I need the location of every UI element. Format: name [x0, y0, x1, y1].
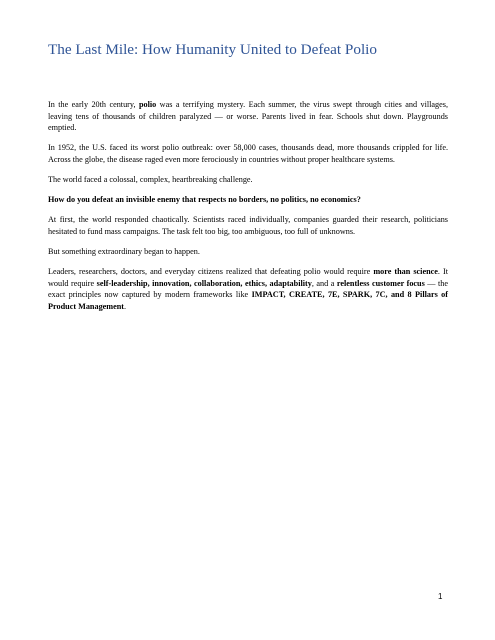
- paragraph-intro-text-start: In the early 20th century,: [48, 100, 139, 109]
- paragraph-question: [48, 194, 448, 206]
- question-bold-text: How do you defeat an invisible enemy that respects no borders, no politics, no economics?: [48, 195, 361, 205]
- principles-text-5: .: [124, 301, 127, 311]
- page-number: 1: [438, 592, 443, 601]
- paragraph-intro-text-end: was a terrifying mystery. Each summer, the virus swept through cities and villages, leaving tens of thousands of children paralyzed — or worse. Parents lived in fear. Schools shut down. Playgrounds emptied.: [48, 100, 449, 133]
- principles-text-2: . It would require: [48, 266, 448, 288]
- paragraph-principles: [48, 266, 448, 313]
- principles-text-3: , and a: [311, 278, 337, 288]
- principles-text-1: Leaders, researchers, doctors, and everyday citizens realized that defeating polio would require: [48, 266, 374, 276]
- document-title: The Last Mile: How Humanity United to Defeat Polio: [48, 41, 378, 58]
- principles-text-4: — the exact principles now captured by modern frameworks like: [48, 278, 448, 300]
- paragraph-outbreak: In 1952, the U.S. faced its worst polio outbreak: over 58,000 cases, thousands dead, more thousands crippled for life. Across the globe, the disease raged even more ferociously in countries without proper healthcare systems.: [48, 143, 448, 165]
- principles-emphasis-3: relentless customer focus: [336, 278, 425, 288]
- principles-emphasis-4: IMPACT, CREATE, 7E, SPARK, 7C, and 8 Pillars of Product Management: [48, 290, 448, 311]
- paragraph-turning-point: But something extraordinary began to happen.: [48, 246, 200, 256]
- paragraph-chaos: At first, the world responded chaotically. Scientists raced individually, companies guarded their research, politicians hesitated to fund mass campaigns. The task felt too big, too ambiguous, too full of unknowns.: [48, 215, 448, 236]
- document-body: [48, 99, 448, 321]
- principles-emphasis-2: self-leadership, innovation, collaboration, ethics, adaptability: [96, 278, 312, 288]
- paragraph-intro: [48, 99, 448, 134]
- paragraph-intro-emphasis: polio: [138, 100, 157, 109]
- principles-emphasis-1: more than science: [373, 266, 438, 276]
- paragraph-challenge: The world faced a colossal, complex, heartbreaking challenge.: [48, 175, 253, 185]
